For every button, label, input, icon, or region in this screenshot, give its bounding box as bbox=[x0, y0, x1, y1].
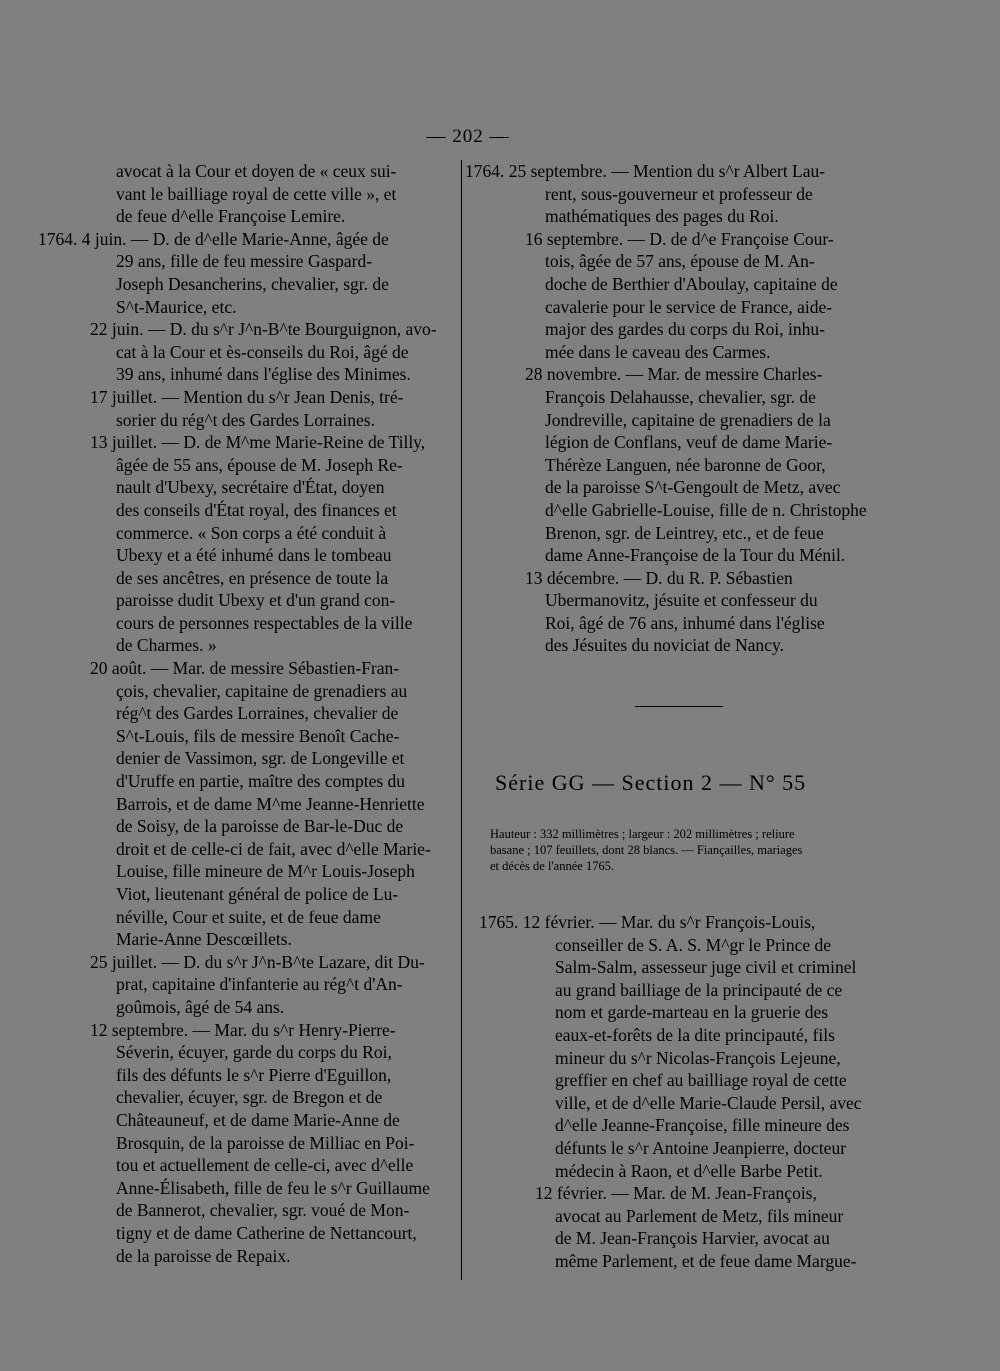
text-line: tou et actuellement de celle-ci, avec d^elle bbox=[116, 1155, 414, 1176]
text-line: François Delahausse, chevalier, sgr. de bbox=[545, 386, 816, 407]
text-line: mathématiques des pages du Roi. bbox=[545, 206, 779, 227]
text-line: prat, capitaine d'infanterie au rég^t d'An- bbox=[116, 974, 403, 995]
text-line: fils des défunts le s^r Pierre d'Eguillon, bbox=[116, 1064, 392, 1085]
text-line: conseiller de S. A. S. M^gr le Prince de bbox=[555, 934, 832, 955]
text-line: de feue d^elle Françoise Lemire. bbox=[116, 206, 346, 227]
text-line: Brosquin, de la paroisse de Milliac en Poi- bbox=[116, 1132, 415, 1153]
text-line: Viot, lieutenant général de police de Lu- bbox=[116, 884, 399, 904]
text-line: Jondreville, capitaine de grenadiers de la bbox=[545, 409, 831, 430]
description-line: et décès de l'année 1765. bbox=[490, 859, 615, 873]
text-line: de ses ancêtres, en présence de toute la bbox=[116, 567, 389, 588]
text-line: Roi, âgé de 76 ans, inhumé dans l'église bbox=[545, 612, 825, 633]
text-line: Thérèze Languen, née baronne de Goor, bbox=[545, 454, 826, 475]
text-line: 20 août. — Mar. de messire Sébastien-Fran- bbox=[90, 658, 400, 679]
text-line: 1764. 4 juin. — D. de d^elle Marie-Anne, âgée de bbox=[38, 228, 389, 249]
text-line: 28 novembre. — Mar. de messire Charles- bbox=[525, 364, 823, 385]
right-column-2 bbox=[465, 911, 885, 1273]
text-line: des conseils d'État royal, des finances et bbox=[116, 499, 397, 520]
text-line: cours de personnes respectables de la ville bbox=[116, 612, 413, 633]
text-line: d^elle Gabrielle-Louise, fille de n. Christophe bbox=[545, 499, 867, 520]
text-line: paroisse dudit Ubexy et d'un grand con- bbox=[116, 590, 396, 611]
text-line: Marie-Anne Descœillets. bbox=[116, 929, 292, 950]
text-line: Louise, fille mineure de M^r Louis-Joseph bbox=[116, 861, 415, 882]
text-line: Séverin, écuyer, garde du corps du Roi, bbox=[116, 1042, 392, 1063]
text-line: de la paroisse de Repaix. bbox=[116, 1245, 291, 1266]
text-line: Salm-Salm, assesseur juge civil et criminel bbox=[555, 957, 857, 978]
text-line: de Bannerot, chevalier, sgr. voué de Mon- bbox=[116, 1200, 410, 1221]
text-line: rent, sous-gouverneur et professeur de bbox=[545, 183, 813, 204]
text-line: greffier en chef au bailliage royal de cette bbox=[555, 1070, 847, 1091]
text-line: cat à la Cour et ès-conseils du Roi, âgé de bbox=[116, 341, 409, 362]
text-line: doche de Berthier d'Aboulay, capitaine de bbox=[545, 273, 838, 294]
section-rule bbox=[635, 706, 723, 707]
text-line: eaux-et-forêts de la dite principauté, fils bbox=[555, 1024, 835, 1045]
description-line: Hauteur : 332 millimètres ; largeur : 202 millimètres ; reliure bbox=[490, 827, 795, 841]
text-line: droit et de celle-ci de fait, avec d^elle Marie- bbox=[116, 838, 431, 859]
text-line: Ubermanovitz, jésuite et confesseur du bbox=[545, 590, 818, 611]
text-line: d^elle Jeanne-Françoise, fille mineure des bbox=[555, 1115, 850, 1136]
text-line: néville, Cour et suite, et de feue dame bbox=[116, 906, 381, 927]
text-line: mineur du s^r Nicolas-François Lejeune, bbox=[555, 1047, 841, 1068]
text-line: avocat au Parlement de Metz, fils mineur bbox=[555, 1205, 844, 1226]
text-line: 1765. 12 février. — Mar. du s^r François-Louis, bbox=[479, 912, 816, 932]
text-line: de Soisy, de la paroisse de Bar-le-Duc de bbox=[116, 816, 404, 837]
text-line: 12 septembre. — Mar. du s^r Henry-Pierre- bbox=[90, 1019, 396, 1040]
text-line: de M. Jean-François Harvier, avocat au bbox=[555, 1228, 830, 1249]
text-line: légion de Conflans, veuf de dame Marie- bbox=[545, 432, 833, 453]
text-line: tigny et de dame Catherine de Nettancourt, bbox=[116, 1222, 417, 1243]
text-line: Barrois, et de dame M^me Jeanne-Henriette bbox=[116, 793, 425, 814]
text-line: au grand bailliage de la principauté de ce bbox=[555, 979, 843, 1000]
text-line: vant le bailliage royal de cette ville », et bbox=[116, 183, 397, 204]
text-line: nault d'Ubexy, secrétaire d'État, doyen bbox=[116, 477, 385, 498]
text-line: Châteauneuf, et de dame Marie-Anne de bbox=[116, 1109, 400, 1130]
column-divider bbox=[461, 160, 462, 1280]
text-line: âgée de 55 ans, épouse de M. Joseph Re- bbox=[116, 454, 403, 475]
text-line: 25 juillet. — D. du s^r J^n-B^te Lazare, dit Du- bbox=[90, 951, 425, 972]
text-line: Joseph Desancherins, chevalier, sgr. de bbox=[116, 273, 389, 294]
text-line: çois, chevalier, capitaine de grenadiers au bbox=[116, 680, 408, 701]
section-description bbox=[490, 826, 886, 874]
section-title: Série GG — Section 2 — N° 55 bbox=[495, 770, 807, 795]
text-line: 29 ans, fille de feu messire Gaspard- bbox=[116, 251, 373, 272]
text-line: Brenon, sgr. de Leintrey, etc., et de feue bbox=[545, 522, 824, 543]
text-line: 13 décembre. — D. du R. P. Sébastien bbox=[525, 567, 793, 588]
text-line: de la paroisse S^t-Gengoult de Metz, avec bbox=[545, 477, 841, 498]
text-line: goûmois, âgé de 54 ans. bbox=[116, 996, 285, 1017]
text-line: même Parlement, et de feue dame Margue- bbox=[555, 1250, 857, 1271]
text-line: tois, âgée de 57 ans, épouse de M. An- bbox=[545, 251, 815, 272]
text-line: 17 juillet. — Mention du s^r Jean Denis, tré- bbox=[90, 386, 404, 407]
text-line: de Charmes. » bbox=[116, 635, 217, 656]
text-line: commerce. « Son corps a été conduit à bbox=[116, 522, 387, 543]
text-line: des Jésuites du noviciat de Nancy. bbox=[545, 635, 784, 656]
text-line: 12 février. — Mar. de M. Jean-François, bbox=[535, 1183, 817, 1204]
text-line: défunts le s^r Antoine Jeanpierre, docteur bbox=[555, 1137, 847, 1158]
text-line: 22 juin. — D. du s^r J^n-B^te Bourguignon, avo- bbox=[90, 319, 437, 340]
left-text bbox=[38, 160, 458, 1267]
text-line: mée dans le caveau des Carmes. bbox=[545, 341, 771, 362]
text-line: avocat à la Cour et doyen de « ceux sui- bbox=[116, 161, 397, 181]
description-line: basane ; 107 feuillets, dont 28 blancs. — Fiançailles, mariages bbox=[490, 843, 803, 857]
text-line: major des gardes du corps du Roi, inhu- bbox=[545, 319, 825, 340]
text-line: Ubexy et a été inhumé dans le tombeau bbox=[116, 545, 392, 566]
text-line: S^t-Maurice, etc. bbox=[116, 296, 237, 317]
text-line: dame Anne-Françoise de la Tour du Ménil. bbox=[545, 545, 846, 566]
text-line: 13 juillet. — D. de M^me Marie-Reine de Tilly, bbox=[90, 432, 426, 453]
text-line: S^t-Louis, fils de messire Benoît Cache- bbox=[116, 725, 400, 746]
text-line: rég^t des Gardes Lorraines, chevalier de bbox=[116, 703, 399, 724]
text-line: cavalerie pour le service de France, aide- bbox=[545, 296, 833, 317]
text-line: 1764. 25 septembre. — Mention du s^r Albert Lau- bbox=[465, 161, 826, 181]
left-column bbox=[38, 160, 458, 1267]
text-line: chevalier, écuyer, sgr. de Bregon et de bbox=[116, 1087, 383, 1108]
right-text bbox=[465, 160, 885, 657]
text-line: ville, et de d^elle Marie-Claude Persil, avec bbox=[555, 1092, 862, 1113]
text-line: 39 ans, inhumé dans l'église des Minimes. bbox=[116, 364, 411, 385]
text-line: sorier du rég^t des Gardes Lorraines. bbox=[116, 409, 375, 430]
page-number: — 202 — bbox=[426, 126, 510, 147]
text-line: médecin à Raon, et d^elle Barbe Petit. bbox=[555, 1160, 823, 1181]
text-line: Anne-Élisabeth, fille de feu le s^r Guillaume bbox=[116, 1177, 430, 1198]
right-column bbox=[465, 160, 885, 657]
text-line: nom et garde-marteau en la gruerie des bbox=[555, 1002, 829, 1023]
right-text-2 bbox=[465, 911, 885, 1273]
text-line: d'Uruffe en partie, maître des comptes du bbox=[116, 771, 406, 792]
text-line: 16 septembre. — D. de d^e Françoise Cour- bbox=[525, 228, 834, 249]
text-line: denier de Vassimon, sgr. de Longeville et bbox=[116, 748, 405, 769]
